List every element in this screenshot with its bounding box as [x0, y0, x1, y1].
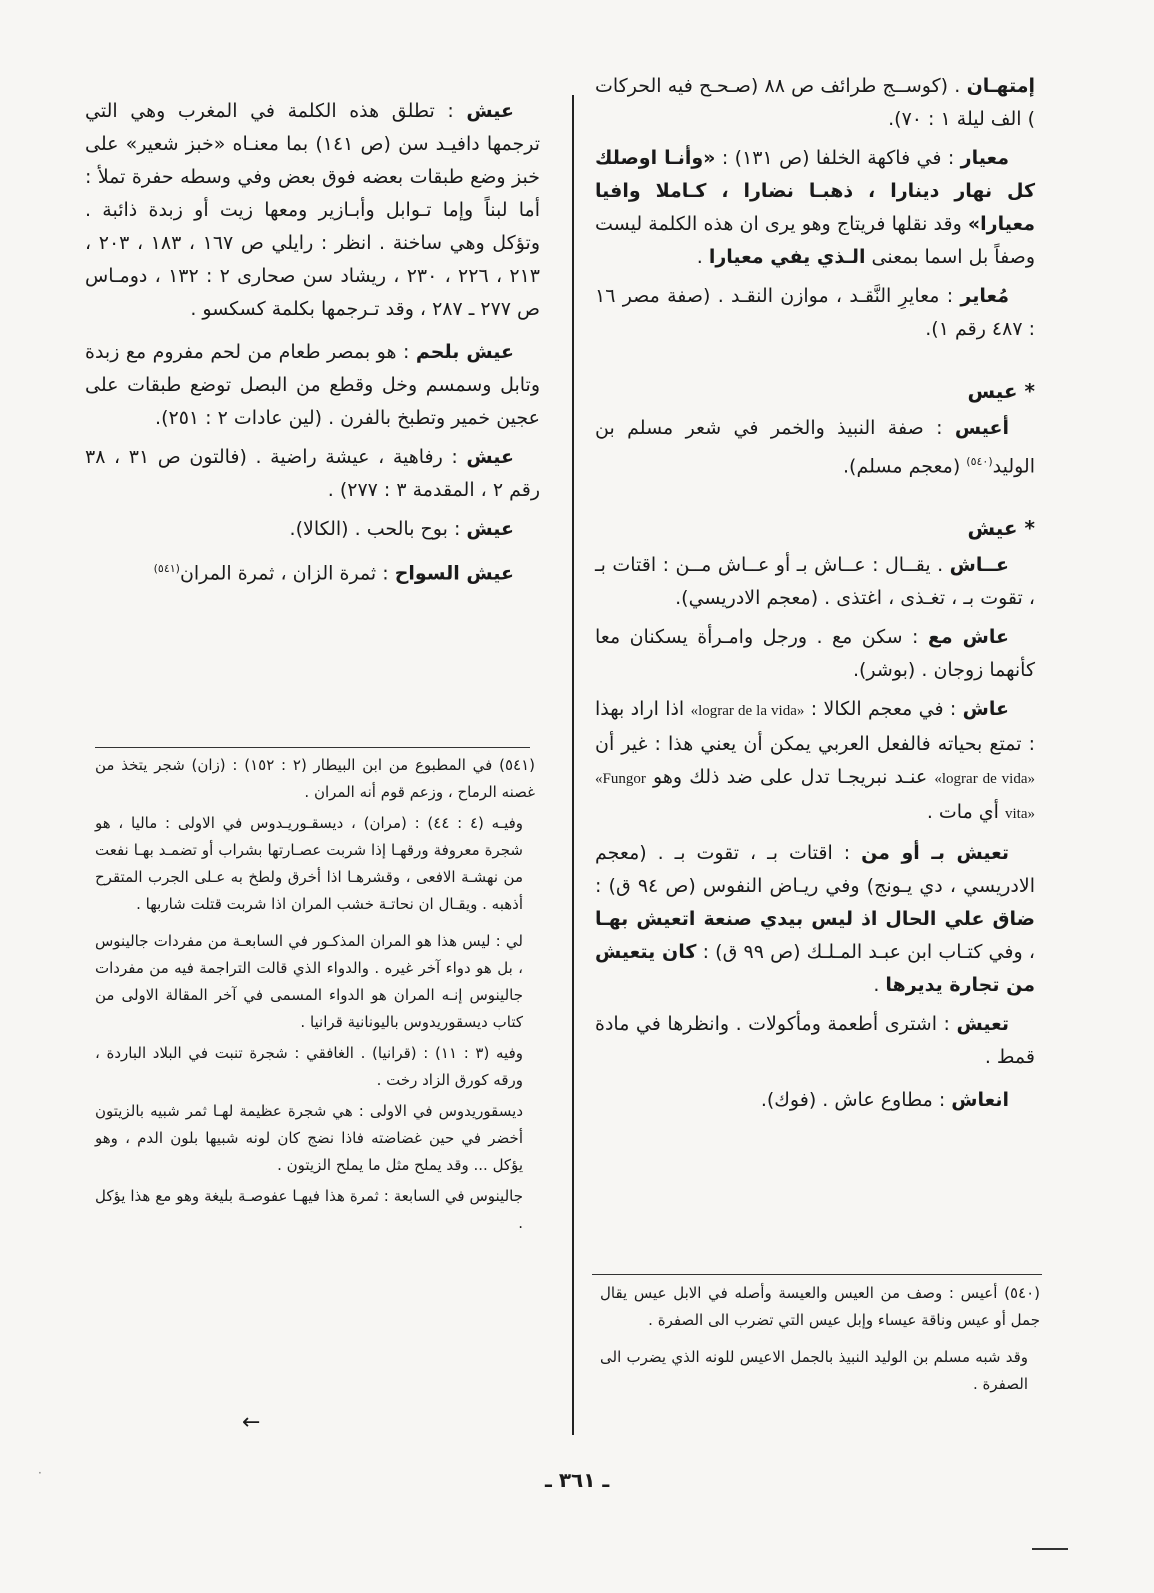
headword: عاش	[962, 698, 1009, 721]
root-heading-aysh: * عيش	[967, 516, 1035, 541]
scan-speck: ·	[38, 1466, 42, 1480]
right-column	[595, 70, 1035, 1123]
entry-taayyash-bi: تعيش بـ أو من : اقتات بـ ، تقوت بـ . (معجم الادريسي ، دي يـونج) وفي ريـاض النفوس (ص ٩٤ ق) : ضاق علي الحال اذ ليس بيدي صنعة اتعيش بهـا ، وفي كتـاب ابن عبـد المـلـك (ص ٩٩ ق) : كان يتعيش من تجارة يديرها .	[595, 842, 1035, 997]
headword: تعيش	[956, 1013, 1009, 1036]
entry-aash: عــاش . يقــال : عــاش بـ أو عــاش مــن : اقتات بـ ، تقوت بـ ، تغـذى ، اغتذى . (معجم الادريسي).	[595, 554, 1035, 610]
footnote-541-cont: وفيه (٣ : ١١) : (قرانيا) . الغافقي : شجرة تنبت في البلاد الباردة ، ورقه كورق الزاد رخت .	[95, 1044, 523, 1089]
footnote-541: (٥٤١) في المطبوع من ابن البيطار (٢ : ١٥٢) : (زان) شجر يتخذ من غصنه الرماح ، وزعم قوم أنه المران .	[95, 756, 535, 801]
headword: عاش مع	[927, 626, 1009, 649]
headword: عــاش	[949, 554, 1009, 577]
entry-aysh-alsawwah: عيش السواح : ثمرة الزان ، ثمرة المران$^{(٥٤١)}$	[153, 562, 514, 585]
entry-inaash: انعاش : مطاوع عاش . (فوك).	[760, 1089, 1009, 1112]
entry-aash-maa: عاش مع : سكن مع . ورجل وامـرأة يسكنان معا كأنهما زوجان . (بوشر).	[595, 626, 1035, 682]
footnote-rule-left	[95, 747, 530, 748]
headword: انعاش	[951, 1089, 1009, 1112]
footnote-541-cont: لي : ليس هذا هو المران المذكـور في السابعـة من مفردات جالينوس ، بل هو دواء آخر غيره . والدواء الذي قالت التراجمة فيه من مفردات جالينوس إنـه المران هو الدواء المسمى في آخر المقالة الاولى من كتاب ديسقوريدوس باليونانية قرانيا .	[95, 932, 523, 1031]
headword: عيش السواح	[394, 562, 514, 585]
scan-mark	[1032, 1548, 1068, 1550]
entry-ayas: أعيس : صفة النبيذ والخمر في شعر مسلم بن الوليد$^{(٥٤٠)}$ (معجم مسلم).	[595, 417, 1035, 478]
continue-arrow-icon: ←	[242, 1410, 261, 1435]
footnote-rule-right	[592, 1274, 1042, 1275]
headword: عيش بلحم	[415, 341, 514, 363]
headword: إمتهـان	[966, 75, 1035, 97]
footnote-541-cont: ديسقوريدوس في الاولى : هي شجرة عظيمة لهـا ثمر شبيه بالزيتون أخضر في حين غضاضته فاذا نضج كان لونه شبيها بلون الدم ، وهو يؤكل ... وقد يملح مثل ما يملح الزيتون .	[95, 1102, 523, 1174]
entry-taayyash: تعيش : اشترى أطعمة ومأكولات . وانظرها في مادة قمط .	[595, 1013, 1035, 1069]
footnotes-right	[600, 1280, 1040, 1402]
footnote-541-cont: جالينوس في السابعة : ثمرة هذا فيهـا عفوصـة بليغة وهو مع هذا يؤكل .	[95, 1187, 523, 1232]
headword: عيش	[466, 446, 514, 468]
entry-aysh-bilahm: عيش بلحم : هو بمصر طعام من لحم مفروم مع زبدة وتابل وسمسم وخل وقطع من البصل توضع طبقات على عجين خمير وتطبخ بالفرن . (لين عادات ٢ : ٢٥١).	[85, 341, 540, 429]
page-number: ـ ٣٦١ ـ	[545, 1468, 610, 1492]
entry-imtihan: إمتهـان . (كوســج طرائف ص ٨٨ (صـحـح فيه الحركات ) الف ليلة ١ : ٧٠).	[595, 75, 1035, 130]
footnote-ref-541[interactable]: (٥٤١)	[153, 562, 180, 575]
footnote-540: (٥٤٠) أعيس : وصف من العيس والعيسة وأصله في الابل عيس يقال جمل أو عيس وناقة عيساء وإبل عيس التي تضرب الى الصفرة .	[600, 1284, 1040, 1329]
root-heading-ays: * عيس	[967, 379, 1035, 403]
entry-miyar: معيار : في فاكهة الخلفا (ص ١٣١) : «وأنـا اوصلك كل نهار دينارا ، ذهبـا نضارا ، كـاملا وافيا معيارا» وقد نقلها فريتاج وهو يرى ان هذه الكلمة ليست وصفاً بل اسما بمعنى الـذي يفي معيارا .	[595, 147, 1035, 268]
headword: عيش	[466, 100, 514, 122]
headword: عيش	[466, 518, 514, 540]
headword: تعيش بـ أو من	[861, 842, 1009, 865]
entry-aysh-rafahiya: عيش : رفاهية ، عيشة راضية . (فالتون ص ٣١ ، ٣٨ رقم ٢ ، المقدمة ٣ : ٢٧٧) .	[85, 446, 540, 501]
column-divider	[572, 95, 574, 1435]
footnotes-left	[95, 752, 535, 1241]
entry-aysh-bawh: عيش : بوح بالحب . (الكالا).	[289, 518, 514, 540]
left-column	[85, 95, 540, 596]
footnote-541-cont: وفيـه (٤ : ٤٤) : (مران) ، ديسقـوريـدوس في الاولى : ماليا ، هو شجرة معروفة ورقهـا إذا شربت عصـارتها بشراب أو تضمـد بهـا نفعت من نهشـة الافعى ، وقشرهـا اذا أخرق ولطخ به عـلى الجرب المتقرح أذهبه . ويقـال ان نحاتـة خشب المران اذا شربت قتلت شاربها .	[95, 814, 524, 913]
entry-aysh-maghrib: عيش : تطلق هذه الكلمة في المغرب وهي التي ترجمها دافيـد سن (ص ١٤١) بما معنـاه «خبز شعير» على خبز وضع طبقات بعضه فوق بعض وفي وسطه حفرة تملأ : أما لبناً وإما تـوابل وأبـازير ومعها زيت أو زبدة ذائبة . وتؤكل وهي ساخنة . انظر : رايلي ص ١٦٧ ، ١٨٣ ، ٢٠٣ ، ٢١٣ ، ٢٢٦ ، ٢٣٠ ، ريشاد سن صحارى ٢ : ١٣٢ ، دومـاس ص ٢٧٧ ـ ٢٨٧ ، وقد تـرجمها بكلمة كسكسو .	[85, 100, 540, 320]
footnote-540-cont: وقد شبه مسلم بن الوليد النبيذ بالجمل الاعيس للونه الذي يضرب الى الصفرة .	[600, 1348, 1028, 1393]
entry-aash-alcala: عاش : في معجم الكالا : «lograr de la vida» اذا اراد بهذا : تمتع بحياته فالفعل العربي يمكن أن يعني هذا : غير أن «lograr de vida» عنـد نبريجـا تدل على ضد ذلك وهو «Fungor vita» أي مات .	[595, 698, 1035, 824]
entry-muayir: مُعاير : معايرِ النَّقـد ، موازن النقـد . (صفة مصر ١٦ : ٤٨٧ رقم ١).	[595, 285, 1035, 340]
headword: أعيس	[954, 417, 1009, 439]
footnote-ref-540[interactable]: (٥٤٠)	[966, 455, 993, 468]
headword: معيار	[960, 147, 1009, 169]
headword: مُعاير	[960, 285, 1009, 307]
